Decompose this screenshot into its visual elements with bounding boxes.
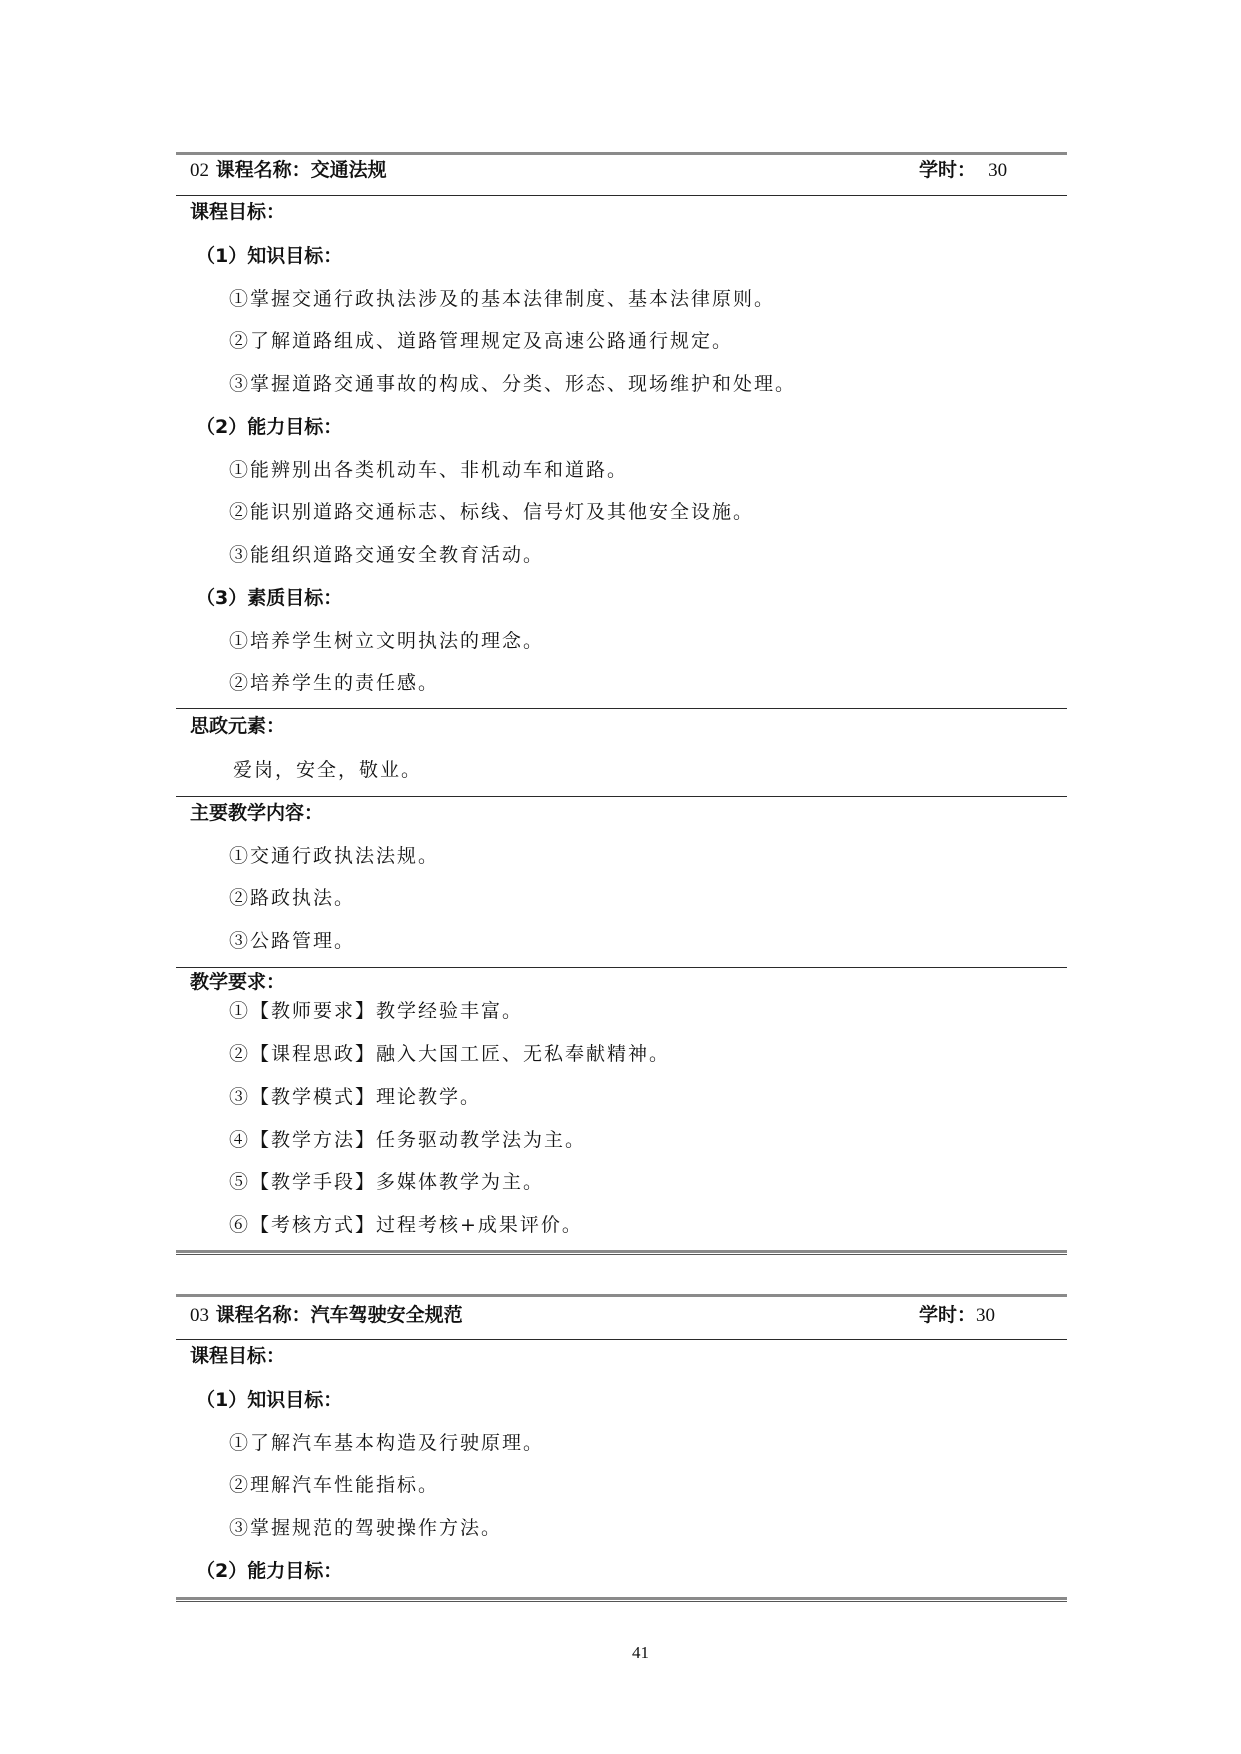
course03-hours-value: 30 bbox=[976, 1305, 996, 1326]
course03-bottom-rule bbox=[176, 1597, 1067, 1602]
course02-knowledge-item: ③掌握道路交通事故的构成、分类、形态、现场维护和处理。 bbox=[229, 373, 797, 395]
course02-objectives-heading: 课程目标： bbox=[190, 201, 286, 223]
course03-knowledge-item: ③掌握规范的驾驶操作方法。 bbox=[229, 1517, 503, 1539]
course02-requirement-item: ⑤【教学手段】多媒体教学为主。 bbox=[229, 1171, 545, 1193]
course03-knowledge-item: ①了解汽车基本构造及行驶原理。 bbox=[229, 1432, 545, 1454]
course02-bottom-rule bbox=[176, 1250, 1067, 1255]
course03-knowledge-heading: （1）知识目标： bbox=[196, 1389, 343, 1411]
course02-title-text: 课程名称：交通法规 bbox=[215, 159, 387, 181]
course02-requirement-item: ⑥【考核方式】过程考核+成果评价。 bbox=[229, 1214, 583, 1236]
course02-hours-label: 学时： bbox=[919, 159, 977, 181]
course02-title-rule bbox=[176, 195, 1067, 196]
course02-content-item: ②路政执法。 bbox=[229, 887, 356, 909]
course02-hours bbox=[919, 158, 1007, 183]
course02-top-rule bbox=[176, 152, 1067, 155]
course02-knowledge-item: ①掌握交通行政执法涉及的基本法律制度、基本法律原则。 bbox=[229, 288, 776, 310]
page-number: 41 bbox=[632, 1643, 649, 1662]
course03-hours bbox=[919, 1303, 995, 1328]
course02-ability-item: ①能辨别出各类机动车、非机动车和道路。 bbox=[229, 459, 629, 481]
course02-content-rule bbox=[176, 796, 1067, 797]
course02-ability-item: ②能识别道路交通标志、标线、信号灯及其他安全设施。 bbox=[229, 501, 755, 523]
course03-ability-heading: （2）能力目标： bbox=[196, 1560, 343, 1582]
course03-number: 03 bbox=[190, 1305, 209, 1326]
course03-top-rule bbox=[176, 1294, 1067, 1297]
course03-title bbox=[190, 1303, 463, 1328]
course02-ideology-rule bbox=[176, 708, 1067, 709]
course02-requirements-heading: 教学要求： bbox=[190, 971, 286, 993]
course02-requirement-item: ①【教师要求】教学经验丰富。 bbox=[229, 1000, 524, 1022]
course02-quality-item: ②培养学生的责任感。 bbox=[229, 672, 440, 694]
course03-title-text: 课程名称：汽车驾驶安全规范 bbox=[215, 1304, 463, 1326]
course02-ideology-heading: 思政元素： bbox=[190, 715, 286, 737]
course03-objectives-heading: 课程目标： bbox=[190, 1345, 286, 1367]
course03-hours-label: 学时： bbox=[919, 1304, 977, 1326]
course02-quality-heading: （3）素质目标： bbox=[196, 587, 343, 609]
course02-requirement-item: ③【教学模式】理论教学。 bbox=[229, 1086, 482, 1108]
course02-ideology-text: 爱岗，安全，敬业。 bbox=[233, 759, 423, 781]
course02-number: 02 bbox=[190, 160, 209, 181]
course02-content-item: ③公路管理。 bbox=[229, 930, 356, 952]
course03-knowledge-item: ②理解汽车性能指标。 bbox=[229, 1474, 440, 1496]
course02-content-item: ①交通行政执法法规。 bbox=[229, 845, 440, 867]
course02-hours-value: 30 bbox=[988, 160, 1008, 181]
course02-knowledge-item: ②了解道路组成、道路管理规定及高速公路通行规定。 bbox=[229, 330, 734, 352]
course02-title bbox=[190, 158, 387, 183]
course02-knowledge-heading: （1）知识目标： bbox=[196, 245, 343, 267]
course03-title-rule bbox=[176, 1339, 1067, 1340]
course02-ability-item: ③能组织道路交通安全教育活动。 bbox=[229, 544, 545, 566]
course02-ability-heading: （2）能力目标： bbox=[196, 416, 343, 438]
course02-requirement-item: ②【课程思政】融入大国工匠、无私奉献精神。 bbox=[229, 1043, 671, 1065]
course02-requirement-item: ④【教学方法】任务驱动教学法为主。 bbox=[229, 1129, 587, 1151]
course02-content-heading: 主要教学内容： bbox=[190, 802, 324, 824]
course02-quality-item: ①培养学生树立文明执法的理念。 bbox=[229, 630, 545, 652]
course02-requirements-rule bbox=[176, 967, 1067, 968]
